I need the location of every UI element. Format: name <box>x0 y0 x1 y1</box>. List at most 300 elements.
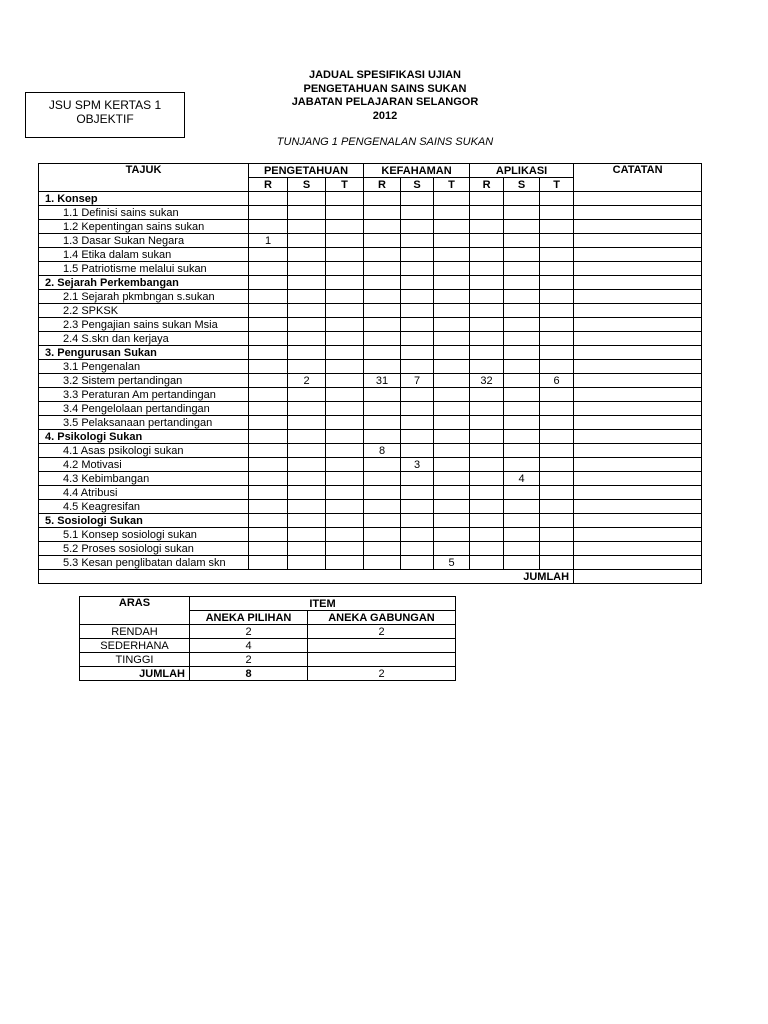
cell-pengetahuan-t <box>326 472 364 486</box>
cell-pengetahuan-t <box>326 388 364 402</box>
cell-aplikasi-t: 6 <box>540 374 574 388</box>
cell-aplikasi-s <box>504 444 540 458</box>
spec-row <box>39 514 702 528</box>
section-heading: 4. Psikologi Sukan <box>39 430 249 444</box>
cell-aplikasi-s <box>504 332 540 346</box>
cell-aplikasi-t <box>540 234 574 248</box>
section-heading: 5. Sosiologi Sukan <box>39 514 249 528</box>
spec-row <box>39 248 702 262</box>
cell-kefahaman-r <box>364 486 401 500</box>
cell-pengetahuan-s <box>288 514 326 528</box>
cell-pengetahuan-r <box>249 318 288 332</box>
spec-row <box>39 472 702 486</box>
cell-pengetahuan-r <box>249 472 288 486</box>
cell-kefahaman-s <box>401 556 434 570</box>
cell-pengetahuan-s <box>288 402 326 416</box>
cell-catatan <box>574 444 702 458</box>
cell-aplikasi-r <box>470 220 504 234</box>
cell-pengetahuan-s <box>288 220 326 234</box>
cell-pengetahuan-s <box>288 304 326 318</box>
topic-label: 3.4 Pengelolaan pertandingan <box>39 402 249 416</box>
cell-kefahaman-r <box>364 332 401 346</box>
cell-aplikasi-r <box>470 332 504 346</box>
cell-aplikasi-s: 4 <box>504 472 540 486</box>
spec-row <box>39 542 702 556</box>
cell-aplikasi-r <box>470 500 504 514</box>
cell-pengetahuan-s <box>288 416 326 430</box>
spec-row <box>39 500 702 514</box>
cell-aplikasi-t <box>540 346 574 360</box>
subheader-r: R <box>470 178 504 192</box>
section-heading: 3. Pengurusan Sukan <box>39 346 249 360</box>
cell-kefahaman-s <box>401 276 434 290</box>
cell-kefahaman-r <box>364 402 401 416</box>
aras-row-jumlah <box>80 667 456 681</box>
cell-aplikasi-r: 32 <box>470 374 504 388</box>
cell-catatan <box>574 430 702 444</box>
cell-aplikasi-t <box>540 332 574 346</box>
cell-pengetahuan-t <box>326 276 364 290</box>
cell-kefahaman-s <box>401 444 434 458</box>
cell-aplikasi-r <box>470 248 504 262</box>
cell-kefahaman-r <box>364 248 401 262</box>
cell-aplikasi-s <box>504 304 540 318</box>
spec-row <box>39 444 702 458</box>
cell-kefahaman-s <box>401 360 434 374</box>
cell-kefahaman-r <box>364 290 401 304</box>
aras-aneka-pilihan: 2 <box>190 653 308 667</box>
cell-pengetahuan-s <box>288 458 326 472</box>
cell-kefahaman-r <box>364 304 401 318</box>
cell-kefahaman-r <box>364 276 401 290</box>
cell-aplikasi-s <box>504 528 540 542</box>
cell-pengetahuan-r <box>249 402 288 416</box>
cell-aplikasi-t <box>540 486 574 500</box>
cell-aplikasi-r <box>470 458 504 472</box>
cell-kefahaman-s <box>401 500 434 514</box>
aras-header-row <box>80 597 456 611</box>
cell-pengetahuan-r <box>249 486 288 500</box>
cell-kefahaman-t <box>434 304 470 318</box>
cell-kefahaman-s <box>401 402 434 416</box>
cell-pengetahuan-r <box>249 514 288 528</box>
cell-aplikasi-r <box>470 430 504 444</box>
cell-aplikasi-s <box>504 430 540 444</box>
cell-aplikasi-s <box>504 374 540 388</box>
cell-kefahaman-t <box>434 276 470 290</box>
cell-kefahaman-t <box>434 332 470 346</box>
cell-aplikasi-r <box>470 402 504 416</box>
aras-row-sederhana <box>80 639 456 653</box>
cell-catatan <box>574 528 702 542</box>
spec-row <box>39 388 702 402</box>
spec-total-label: JUMLAH <box>39 570 574 584</box>
cell-pengetahuan-t <box>326 556 364 570</box>
cell-pengetahuan-s <box>288 346 326 360</box>
cell-aplikasi-s <box>504 486 540 500</box>
cell-kefahaman-s <box>401 416 434 430</box>
cell-pengetahuan-s <box>288 360 326 374</box>
cell-pengetahuan-s <box>288 500 326 514</box>
cell-kefahaman-t <box>434 542 470 556</box>
spec-row <box>39 318 702 332</box>
topic-label: 2.3 Pengajian sains sukan Msia <box>39 318 249 332</box>
exam-paper-box <box>25 92 185 138</box>
cell-aplikasi-t <box>540 514 574 528</box>
cell-aplikasi-r <box>470 528 504 542</box>
cell-kefahaman-r <box>364 220 401 234</box>
topic-label: 4.5 Keagresifan <box>39 500 249 514</box>
cell-pengetahuan-r <box>249 276 288 290</box>
cell-kefahaman-t <box>434 192 470 206</box>
aras-aneka-pilihan: 4 <box>190 639 308 653</box>
cell-aplikasi-t <box>540 318 574 332</box>
cell-pengetahuan-s <box>288 248 326 262</box>
cell-catatan <box>574 318 702 332</box>
cell-aplikasi-t <box>540 360 574 374</box>
cell-aplikasi-r <box>470 318 504 332</box>
cell-kefahaman-r <box>364 234 401 248</box>
cell-aplikasi-r <box>470 192 504 206</box>
cell-kefahaman-t <box>434 458 470 472</box>
cell-catatan <box>574 542 702 556</box>
cell-catatan <box>574 416 702 430</box>
cell-kefahaman-t <box>434 374 470 388</box>
subheader-s: S <box>504 178 540 192</box>
cell-pengetahuan-s <box>288 444 326 458</box>
cell-kefahaman-r <box>364 360 401 374</box>
cell-aplikasi-s <box>504 514 540 528</box>
spec-header-row <box>39 164 702 178</box>
cell-aplikasi-r <box>470 262 504 276</box>
cell-pengetahuan-t <box>326 528 364 542</box>
cell-aplikasi-t <box>540 304 574 318</box>
cell-catatan <box>574 360 702 374</box>
cell-catatan <box>574 556 702 570</box>
spec-row <box>39 458 702 472</box>
cell-kefahaman-t <box>434 206 470 220</box>
cell-pengetahuan-r <box>249 374 288 388</box>
topic-label: 3.2 Sistem pertandingan <box>39 374 249 388</box>
aras-aneka-gabungan <box>308 653 456 667</box>
cell-kefahaman-t <box>434 262 470 276</box>
cell-aplikasi-t <box>540 458 574 472</box>
cell-kefahaman-s <box>401 472 434 486</box>
cell-aplikasi-s <box>504 206 540 220</box>
cell-pengetahuan-t <box>326 248 364 262</box>
cell-pengetahuan-r <box>249 500 288 514</box>
cell-aplikasi-r <box>470 206 504 220</box>
spec-row <box>39 556 702 570</box>
cell-aplikasi-r <box>470 290 504 304</box>
header-tajuk: TAJUK <box>39 164 249 192</box>
cell-pengetahuan-t <box>326 374 364 388</box>
cell-catatan <box>574 290 702 304</box>
topic-label: 4.4 Atribusi <box>39 486 249 500</box>
cell-kefahaman-s <box>401 234 434 248</box>
cell-catatan <box>574 472 702 486</box>
topic-label: 2.1 Sejarah pkmbngan s.sukan <box>39 290 249 304</box>
cell-pengetahuan-r <box>249 388 288 402</box>
cell-aplikasi-t <box>540 206 574 220</box>
cell-pengetahuan-r <box>249 332 288 346</box>
header-item: ITEM <box>190 597 456 611</box>
cell-aplikasi-s <box>504 276 540 290</box>
cell-kefahaman-r <box>364 206 401 220</box>
cell-kefahaman-t: 5 <box>434 556 470 570</box>
cell-catatan <box>574 304 702 318</box>
cell-kefahaman-s <box>401 388 434 402</box>
cell-pengetahuan-r <box>249 346 288 360</box>
cell-catatan <box>574 248 702 262</box>
cell-kefahaman-r: 31 <box>364 374 401 388</box>
cell-aplikasi-t <box>540 276 574 290</box>
topic-label: 1.3 Dasar Sukan Negara <box>39 234 249 248</box>
cell-kefahaman-t <box>434 388 470 402</box>
spec-row <box>39 304 702 318</box>
cell-aplikasi-s <box>504 192 540 206</box>
cell-aplikasi-r <box>470 304 504 318</box>
spec-row <box>39 486 702 500</box>
cell-pengetahuan-r <box>249 430 288 444</box>
spec-row <box>39 430 702 444</box>
cell-pengetahuan-s <box>288 318 326 332</box>
spec-row <box>39 262 702 276</box>
cell-catatan <box>574 402 702 416</box>
cell-kefahaman-t <box>434 430 470 444</box>
cell-aplikasi-s <box>504 248 540 262</box>
topic-label: 1.1 Definisi sains sukan <box>39 206 249 220</box>
cell-aplikasi-s <box>504 556 540 570</box>
cell-kefahaman-t <box>434 444 470 458</box>
cell-kefahaman-s <box>401 514 434 528</box>
cell-kefahaman-r <box>364 346 401 360</box>
cell-aplikasi-r <box>470 556 504 570</box>
topic-label: 5.3 Kesan penglibatan dalam skn <box>39 556 249 570</box>
cell-pengetahuan-s <box>288 472 326 486</box>
cell-aplikasi-s <box>504 262 540 276</box>
cell-aplikasi-t <box>540 248 574 262</box>
cell-aplikasi-s <box>504 290 540 304</box>
title-line1: JADUAL SPESIFIKASI UJIAN <box>309 69 461 81</box>
cell-aplikasi-s <box>504 416 540 430</box>
cell-catatan <box>574 220 702 234</box>
cell-aplikasi-s <box>504 360 540 374</box>
spec-row <box>39 360 702 374</box>
spec-row <box>39 402 702 416</box>
aras-aneka-pilihan: 2 <box>190 625 308 639</box>
cell-aplikasi-r <box>470 486 504 500</box>
header-pengetahuan: PENGETAHUAN <box>249 164 364 178</box>
section-heading: 2. Sejarah Perkembangan <box>39 276 249 290</box>
section-heading: 1. Konsep <box>39 192 249 206</box>
cell-pengetahuan-r <box>249 458 288 472</box>
cell-pengetahuan-t <box>326 206 364 220</box>
cell-kefahaman-t <box>434 234 470 248</box>
cell-pengetahuan-t <box>326 486 364 500</box>
cell-pengetahuan-r <box>249 262 288 276</box>
cell-pengetahuan-r <box>249 248 288 262</box>
cell-catatan <box>574 500 702 514</box>
subheader-s: S <box>401 178 434 192</box>
cell-kefahaman-r <box>364 416 401 430</box>
cell-pengetahuan-r <box>249 416 288 430</box>
cell-aplikasi-s <box>504 388 540 402</box>
spec-row <box>39 206 702 220</box>
topic-label: 3.5 Pelaksanaan pertandingan <box>39 416 249 430</box>
topic-label: 2.2 SPKSK <box>39 304 249 318</box>
cell-pengetahuan-s <box>288 542 326 556</box>
cell-pengetahuan-r <box>249 206 288 220</box>
subheader-r: R <box>249 178 288 192</box>
cell-aplikasi-r <box>470 444 504 458</box>
cell-aplikasi-s <box>504 346 540 360</box>
cell-catatan <box>574 514 702 528</box>
cell-kefahaman-r <box>364 542 401 556</box>
cell-aplikasi-t <box>540 500 574 514</box>
header-catatan: CATATAN <box>574 164 702 192</box>
cell-pengetahuan-s <box>288 332 326 346</box>
cell-catatan <box>574 206 702 220</box>
cell-pengetahuan-r <box>249 304 288 318</box>
cell-pengetahuan-s <box>288 262 326 276</box>
subheader-t: T <box>326 178 364 192</box>
cell-pengetahuan-s <box>288 528 326 542</box>
cell-aplikasi-r <box>470 276 504 290</box>
title-line4: 2012 <box>372 109 398 122</box>
cell-pengetahuan-s <box>288 192 326 206</box>
document-title <box>240 69 530 123</box>
cell-aplikasi-r <box>470 542 504 556</box>
cell-kefahaman-r <box>364 430 401 444</box>
cell-aplikasi-s <box>504 500 540 514</box>
topic-label: 4.1 Asas psikologi sukan <box>39 444 249 458</box>
aras-aneka-gabungan: 2 <box>308 625 456 639</box>
cell-pengetahuan-r <box>249 192 288 206</box>
cell-aplikasi-r <box>470 360 504 374</box>
cell-pengetahuan-r <box>249 444 288 458</box>
cell-aplikasi-r <box>470 346 504 360</box>
cell-kefahaman-t <box>434 346 470 360</box>
exam-paper-line1: JSU SPM KERTAS 1 <box>48 98 162 112</box>
spec-row <box>39 192 702 206</box>
topic-label: 4.2 Motivasi <box>39 458 249 472</box>
specification-table <box>38 163 702 584</box>
cell-catatan <box>574 346 702 360</box>
cell-pengetahuan-s <box>288 206 326 220</box>
cell-kefahaman-r <box>364 458 401 472</box>
cell-kefahaman-r <box>364 556 401 570</box>
spec-row <box>39 234 702 248</box>
title-line3: JABATAN PELAJARAN SELANGOR <box>291 96 479 108</box>
cell-pengetahuan-r <box>249 528 288 542</box>
cell-aplikasi-s <box>504 458 540 472</box>
cell-kefahaman-t <box>434 318 470 332</box>
spec-row <box>39 416 702 430</box>
cell-aplikasi-t <box>540 192 574 206</box>
cell-kefahaman-t <box>434 360 470 374</box>
cell-pengetahuan-s <box>288 234 326 248</box>
cell-aplikasi-s <box>504 402 540 416</box>
exam-paper-line2: OBJEKTIF <box>76 112 134 126</box>
cell-kefahaman-s <box>401 220 434 234</box>
cell-pengetahuan-t <box>326 416 364 430</box>
subheader-t: T <box>540 178 574 192</box>
cell-aplikasi-t <box>540 262 574 276</box>
cell-pengetahuan-r <box>249 542 288 556</box>
cell-pengetahuan-s <box>288 290 326 304</box>
cell-pengetahuan-t <box>326 514 364 528</box>
cell-pengetahuan-t <box>326 500 364 514</box>
cell-pengetahuan-t <box>326 304 364 318</box>
cell-kefahaman-r <box>364 528 401 542</box>
cell-kefahaman-s <box>401 318 434 332</box>
cell-pengetahuan-s <box>288 430 326 444</box>
cell-pengetahuan-s <box>288 388 326 402</box>
cell-aplikasi-r <box>470 514 504 528</box>
spec-row <box>39 346 702 360</box>
cell-kefahaman-s <box>401 206 434 220</box>
topic-label: 4.3 Kebimbangan <box>39 472 249 486</box>
cell-kefahaman-s: 3 <box>401 458 434 472</box>
header-aplikasi: APLIKASI <box>470 164 574 178</box>
cell-aplikasi-r <box>470 388 504 402</box>
cell-kefahaman-t <box>434 248 470 262</box>
spec-row <box>39 528 702 542</box>
topic-label: 3.1 Pengenalan <box>39 360 249 374</box>
cell-pengetahuan-r <box>249 360 288 374</box>
cell-catatan <box>574 234 702 248</box>
cell-aplikasi-t <box>540 220 574 234</box>
cell-aplikasi-s <box>504 220 540 234</box>
cell-aplikasi-t <box>540 290 574 304</box>
header-aras: ARAS <box>80 597 190 625</box>
aras-aneka-gabungan <box>308 639 456 653</box>
spec-row <box>39 276 702 290</box>
cell-kefahaman-r <box>364 388 401 402</box>
cell-kefahaman-t <box>434 514 470 528</box>
spec-total-row <box>39 570 702 584</box>
cell-kefahaman-s <box>401 304 434 318</box>
cell-kefahaman-s <box>401 542 434 556</box>
topic-label: 5.1 Konsep sosiologi sukan <box>39 528 249 542</box>
spec-row <box>39 220 702 234</box>
subheader-s: S <box>288 178 326 192</box>
topic-label: 1.5 Patriotisme melalui sukan <box>39 262 249 276</box>
cell-pengetahuan-s <box>288 276 326 290</box>
cell-pengetahuan-t <box>326 234 364 248</box>
subheader-t: T <box>434 178 470 192</box>
cell-kefahaman-r <box>364 514 401 528</box>
cell-catatan <box>574 332 702 346</box>
cell-kefahaman-t <box>434 472 470 486</box>
cell-kefahaman-s <box>401 290 434 304</box>
cell-pengetahuan-r: 1 <box>249 234 288 248</box>
cell-kefahaman-s <box>401 528 434 542</box>
cell-pengetahuan-t <box>326 262 364 276</box>
cell-kefahaman-s: 7 <box>401 374 434 388</box>
header-aneka-gabungan: ANEKA GABUNGAN <box>308 611 456 625</box>
cell-kefahaman-t <box>434 486 470 500</box>
cell-kefahaman-s <box>401 332 434 346</box>
cell-aplikasi-r <box>470 416 504 430</box>
cell-pengetahuan-t <box>326 318 364 332</box>
cell-aplikasi-t <box>540 402 574 416</box>
cell-catatan <box>574 388 702 402</box>
cell-pengetahuan-t <box>326 220 364 234</box>
cell-kefahaman-s <box>401 192 434 206</box>
cell-catatan <box>574 276 702 290</box>
